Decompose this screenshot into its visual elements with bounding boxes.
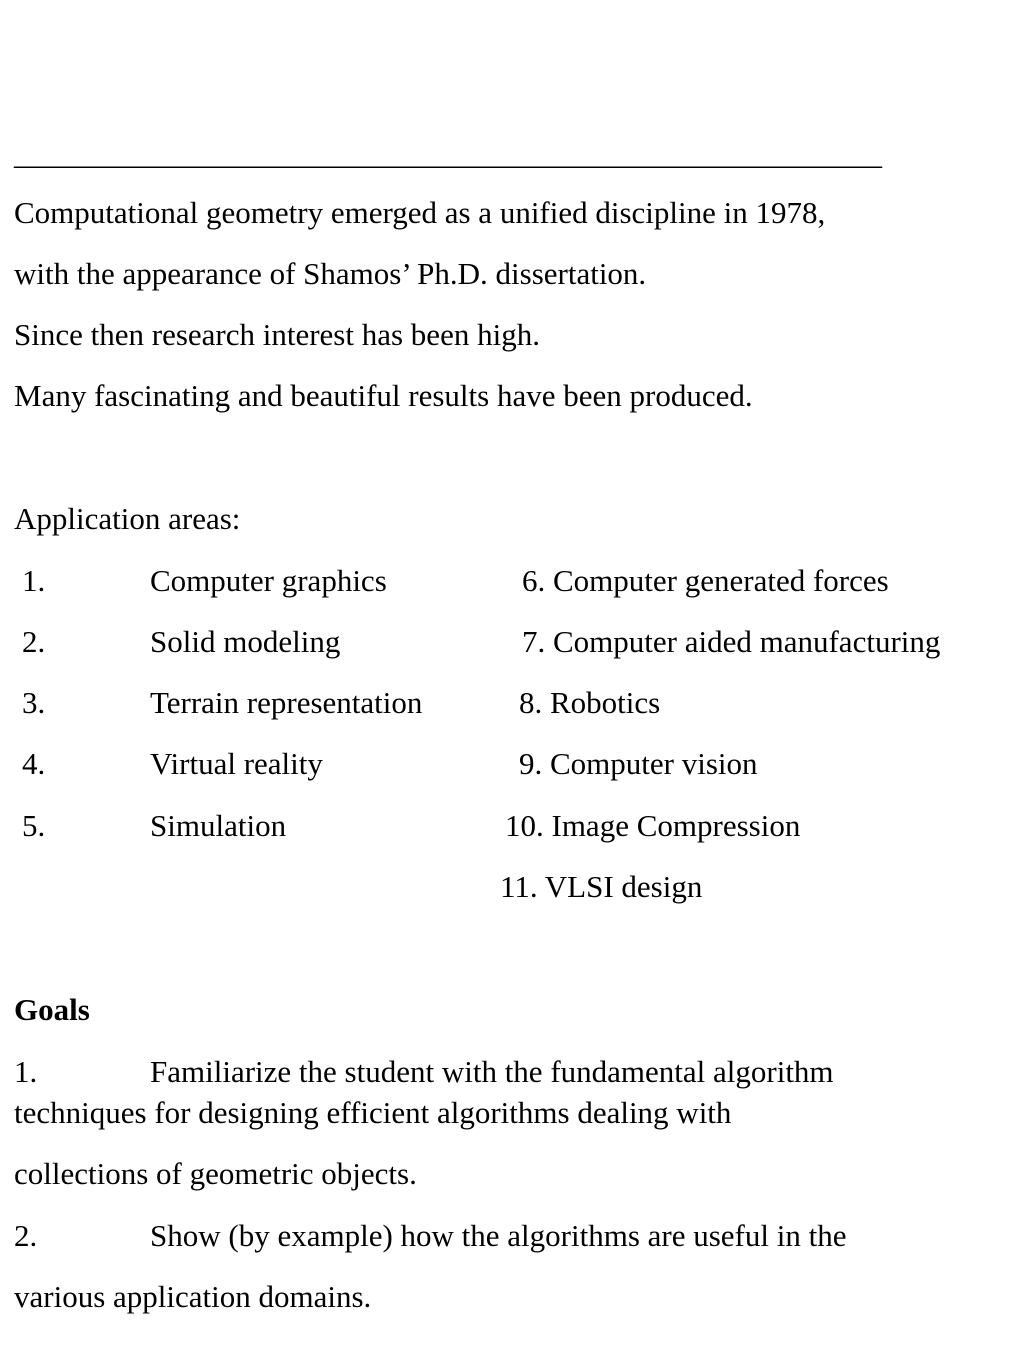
goal-number: 1.	[14, 1054, 38, 1089]
application-number: 5.	[22, 808, 46, 843]
application-number: 2.	[22, 624, 46, 659]
application-item: Terrain representation	[150, 685, 423, 720]
intro-line: Computational geometry emerged as a unified discipline in 1978,	[14, 195, 826, 230]
intro-line: with the appearance of Shamos’ Ph.D. dissertation.	[14, 256, 647, 291]
intro-line: Since then research interest has been high.	[14, 317, 540, 352]
application-item: 8. Robotics	[519, 685, 661, 720]
goal-text: Familiarize the student with the fundamental algorithm	[150, 1054, 834, 1089]
goal-text: various application domains.	[14, 1279, 372, 1314]
application-number: 4.	[22, 746, 46, 781]
goal-text: techniques for designing efficient algorithms dealing with	[14, 1095, 732, 1130]
application-item: 9. Computer vision	[519, 746, 758, 781]
goals-heading: Goals	[14, 992, 90, 1027]
goal-number: 2.	[14, 1218, 38, 1253]
goal-text: Show (by example) how the algorithms are useful in the	[150, 1218, 847, 1253]
application-item: Computer graphics	[150, 563, 387, 598]
application-areas-heading: Application areas:	[14, 501, 241, 536]
application-item: 11. VLSI design	[500, 869, 703, 904]
application-number: 3.	[22, 685, 46, 720]
horizontal-rule: ________________________________________________________	[14, 136, 882, 171]
application-number: 1.	[22, 563, 46, 598]
application-item: Simulation	[150, 808, 287, 843]
intro-line: Many fascinating and beautiful results have been produced.	[14, 378, 753, 413]
application-item: 6. Computer generated forces	[522, 563, 889, 598]
application-item: 7. Computer aided manufacturing	[522, 624, 941, 659]
goal-text: collections of geometric objects.	[14, 1156, 417, 1191]
application-item: Virtual reality	[150, 746, 323, 781]
application-item: 10. Image Compression	[505, 808, 801, 843]
application-item: Solid modeling	[150, 624, 341, 659]
